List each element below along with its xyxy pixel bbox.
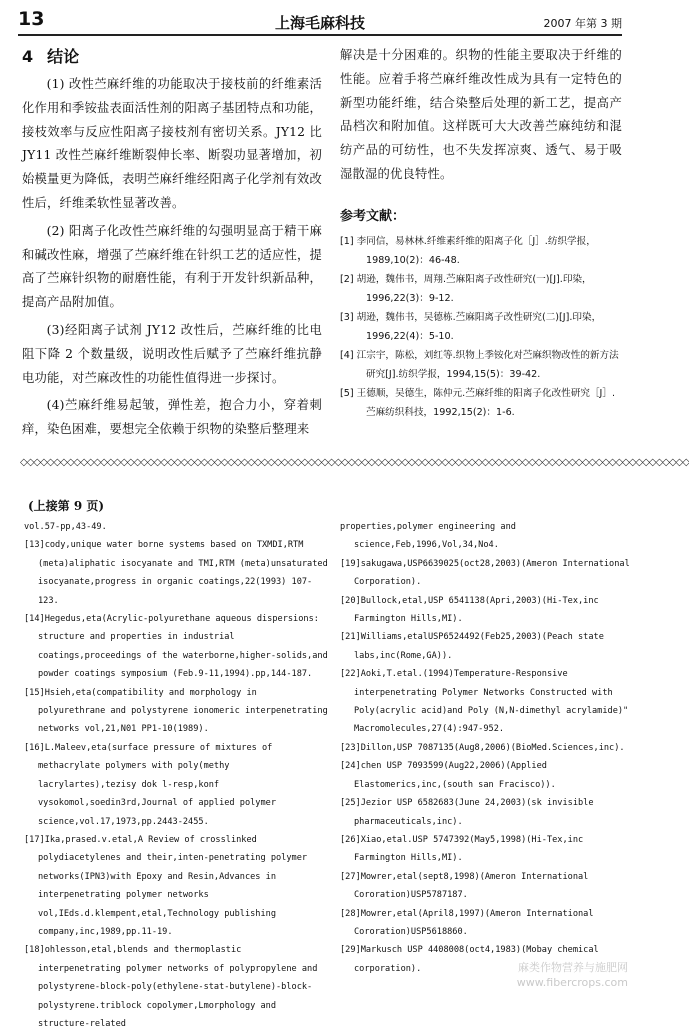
section-divider: ◇◇◇◇◇◇◇◇◇◇◇◇◇◇◇◇◇◇◇◇◇◇◇◇◇◇◇◇◇◇◇◇◇◇◇◇◇◇◇◇◇◇◇◇◇◇◇◇◇◇◇◇◇◇◇◇◇◇◇◇◇◇◇◇◇◇◇◇◇◇◇◇◇◇◇◇◇◇◇◇◇◇◇◇◇◇◇◇◇◇◇◇◇◇◇◇◇◇◇◇ xyxy=(20,457,689,468)
reference-item: [3] 胡逊，魏伟书，吴德栋.苎麻阳离子改性研究(二)[J].印染，1996,22(4)：5-10. xyxy=(340,311,602,342)
conclusion-paragraph-1: (1) 改性苎麻纤维的功能取决于接枝前的纤维素活化作用和季铵盐表面活性剂的阳离子基团特点和功能，接枝效率与反应性阳离子接枝剂有密切关系。JY12 比 JY11 改性苎麻纤维断裂伸长率、断裂功显著增加，初始模量更为降低，表明苎麻纤维经阳离子化学剂有效改性后，纤维柔软性显著改善。 xyxy=(22,77,322,210)
continued-reference-item: [17]Ika,prased.v.etal,A Review of crosslinked polydiacetylenes and their,inten-penetrating polymer networks(IPN3)with Epoxy and Resin,Advances in interpenetrating polymer networks vol,IEds.d.klempent,etal,Technology publishing company,inc,1989,pp.11-19. xyxy=(24,834,308,937)
watermark-line-2: www.fibercrops.com xyxy=(516,976,628,989)
continued-reference-item: [13]cody,unique water borne systems based on TXMDI,RTM (meta)aliphatic isocyanate and TMI,RTM (meta)unsaturated isocyanate,progress in organic coatings,22(1993) 107-123. xyxy=(24,540,328,606)
page-header xyxy=(18,6,622,36)
continued-reference-item: [27]Mowrer,etal(sept8,1998)(Ameron International Cororation)USP5787187. xyxy=(340,871,589,901)
continued-right-column xyxy=(340,518,630,978)
left-column xyxy=(22,44,322,446)
continued-reference-item: vol.57-pp,43-49. xyxy=(24,522,107,532)
journal-title: 上海毛麻科技 xyxy=(274,14,365,32)
continued-reference-item: [14]Hegedus,eta(Acrylic-polyurethane aqueous dispersions: structure and properties in industrial coatings,proceedings of the waterborne,higher-solids,and powder coatings symposium (Feb.9-11,1994).pp,144-187. xyxy=(24,614,328,680)
continued-reference-item: [29]Markusch USP 4408008(oct4,1983)(Mobay chemical corporation). xyxy=(340,945,599,974)
watermark-line-1: 麻类作物营养与施肥网 xyxy=(518,961,628,974)
continued-reference-item: [16]L.Maleev,eta(surface pressure of mixtures of methacrylate polymers with poly(methy lacrylartes),tezisy dok l-resp,konf vysokomol,soedin3rd,Journal of applied polymer science,vol.17,1973,pp.2443-2455. xyxy=(24,742,276,827)
continued-reference-item: [22]Aoki,T.etal.(1994)Temperature-Responsive interpenetrating Polymer Networks Constructed with Poly(acrylic acid)and Poly (N,N-dimethyl acrylamide)" Macromolecules,27(4):947-952. xyxy=(340,669,629,735)
page-number: 13 xyxy=(18,8,45,30)
section-number: 4 xyxy=(22,47,34,66)
continued-reference-item: [28]Mowrer,etal(April8,1997)(Ameron International Cororation)USP5618860. xyxy=(340,908,594,937)
reference-item: [1] 李同信，易林林.纤维素纤维的阳离子化［J］.纺织学报，1989,10(2)：46-48. xyxy=(340,235,596,266)
section-title: 结论 xyxy=(47,47,80,66)
conclusion-paragraph-4: (4)苎麻纤维易起皱，弹性差，抱合力小，穿着刺痒，染色困难，要想完全依赖于织物的染整后整理来 xyxy=(22,398,322,437)
continued-reference-item: [26]Xiao,etal.USP 5747392(May5,1998)(Hi-Tex,inc Farmington Hills,MI). xyxy=(340,834,584,864)
continued-reference-item: [19]sakugawa,USP6639025(oct28,2003)(Ameron International Corporation). xyxy=(340,558,630,588)
reference-item: [2] 胡逊，魏伟书，周翔.苎麻阳离子改性研究(一)[J].印染，1996,22(3)：9-12. xyxy=(340,273,592,304)
continued-reference-item: [15]Hsieh,eta(compatibility and morphology in polyurethrane and polystyrene ionomeric interpenetrating networks vol,21,N01 PP1-10(1989). xyxy=(24,687,328,735)
reference-item: [5] 王德顺，吴德生，陈仲元.苎麻纤维的阳离子化改性研究［J］.苎麻纺织科技，1992,15(2)：1-6. xyxy=(340,387,616,418)
continued-from-label: (上接第 9 页) xyxy=(28,499,105,513)
issue-label: 2007 年第 3 期 xyxy=(543,17,622,30)
continued-reference-item: [23]Dillon,USP 7087135(Aug8,2006)(BioMed.Sciences,inc). xyxy=(340,742,625,753)
continued-left-column xyxy=(24,518,329,1033)
continued-reference-item: [24]chen USP 7093599(Aug22,2006)(Applied Elastomerics,inc,(south san Fracisco)). xyxy=(340,761,556,790)
continued-reference-item: [21]Williams,etalUSP6524492(Feb25,2003)(Peach state labs,inc(Rome,GA)). xyxy=(340,632,604,661)
site-watermark xyxy=(517,960,628,990)
conclusion-paragraph-3: (3)经阳离子试剂 JY12 改性后，苎麻纤维的比电阻下降 2 个数量级，说明改性后赋予了苎麻纤维抗静电功能，对苎麻改性的功能性值得进一步探讨。 xyxy=(22,322,322,385)
section-heading xyxy=(22,44,322,67)
continued-reference-item: [18]ohlesson,etal,blends and thermoplastic interpenetrating polymer networks of polypropylene and polystyrene-block-poly(ethylene-stat-butylene)-block-polystyrene.triblock copolymer,Lmorphology and structure-related xyxy=(24,945,318,1029)
reference-item: [4] 江宗宇，陈松，刘红等.织物上季铵化对苎麻织物改性的新方法研究[J].纺织学报，1994,15(5)：39-42. xyxy=(340,349,619,380)
references-title: 参考文献： xyxy=(340,208,406,224)
right-column xyxy=(340,44,622,422)
conclusion-paragraph-continued: 解决是十分困难的。织物的性能主要取决于纤维的性能。应着手将苎麻纤维改性成为具有一定特色的新型功能纤维，结合染整后处理的新工艺，提高产品档次和附加值。这样既可大大改善苎麻纯纺和混纺产品的可纺性，也不失发挥凉爽、透气、易于吸湿散湿的优良特性。 xyxy=(340,48,622,181)
continued-reference-item: [25]Jezior USP 6582683(June 24,2003)(sk invisible pharmaceuticals,inc). xyxy=(340,798,594,827)
continued-reference-item: [20]Bullock,etal,USP 6541138(Apri,2003)(Hi-Tex,inc Farmington Hills,MI). xyxy=(340,595,599,625)
continued-reference-item: properties,polymer engineering and science,Feb,1996,Vol,34,No4. xyxy=(340,522,516,551)
conclusion-paragraph-2: (2) 阳离子化改性苎麻纤维的勾强明显高于精干麻和碱改性麻，增强了苎麻纤维在针织工艺的适应性，提高了苎麻针织物的耐磨性能，有利于开发针织新品种，提高产品附加值。 xyxy=(22,223,322,310)
